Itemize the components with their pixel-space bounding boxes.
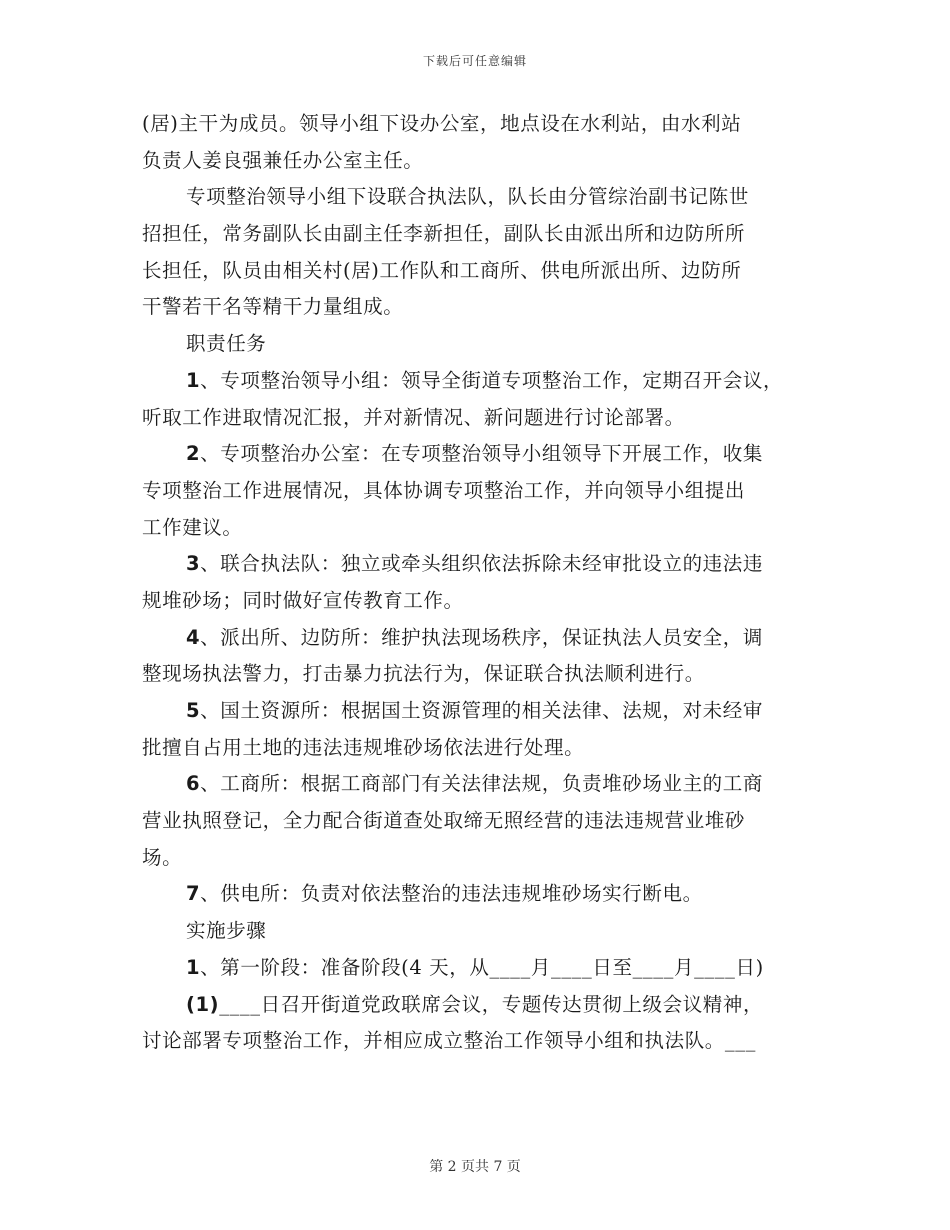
line-text: 、供电所：负责对依法整治的违法违规堆砂场实行断电。	[200, 882, 703, 906]
line-text: 负责人姜良强兼任办公室主任。	[142, 148, 424, 172]
text-line	[142, 143, 822, 180]
text-line	[142, 876, 822, 913]
line-text: 工作建议。	[142, 515, 243, 539]
line-text: 长担任，队员由相关村(居)工作队和工商所、供电所派出所、边防所	[142, 258, 742, 282]
page-footer: 第 2 页共 7 页	[429, 1159, 521, 1175]
line-text: 专项整治领导小组下设联合执法队，队长由分管综治副书记陈世	[186, 185, 749, 209]
item-number: 7	[186, 882, 201, 906]
line-text: 、工商所：根据工商部门有关法律法规，负责堆砂场业主的工商	[200, 772, 763, 796]
document-body	[142, 106, 822, 1060]
line-text: 招担任，常务副队长由副主任李新担任，副队长由派出所和边防所所	[142, 222, 746, 246]
item-number: 2	[186, 442, 201, 466]
line-text: 讨论部署专项整治工作，并相应成立整治工作领导小组和执法队。___	[142, 1029, 756, 1053]
text-line	[142, 363, 822, 400]
text-line	[142, 289, 822, 326]
line-text: 、第一阶段：准备阶段(4 天，从____月____日至____月____日)	[200, 955, 764, 979]
text-line	[142, 436, 822, 473]
text-line	[142, 656, 822, 693]
line-text: (居)主干为成员。领导小组下设办公室，地点设在水利站，由水利站	[142, 112, 742, 135]
item-number: 3	[186, 552, 201, 576]
text-line	[142, 216, 822, 253]
text-line	[142, 400, 822, 437]
text-line	[142, 766, 822, 803]
text-line	[142, 1023, 822, 1060]
text-line	[142, 473, 822, 510]
text-line	[142, 326, 822, 363]
line-text: 实施步骤	[186, 919, 267, 943]
line-text: 、联合执法队：独立或牵头组织依法拆除未经审批设立的违法违	[200, 552, 763, 576]
text-line	[142, 253, 822, 290]
item-number: 1	[186, 955, 201, 979]
line-text: 干警若干名等精干力量组成。	[142, 295, 404, 319]
line-text: 营业执照登记，全力配合街道查处取缔无照经营的违法违规营业堆砂	[142, 809, 746, 833]
text-line	[142, 693, 822, 730]
line-text: 专项整治工作进展情况，具体协调专项整治工作，并向领导小组提出	[142, 478, 746, 502]
line-text: 整现场执法警力，打击暴力抗法行为，保证联合执法顺利进行。	[142, 662, 705, 686]
text-line	[142, 179, 822, 216]
line-text: 、专项整治领导小组：领导全街道专项整治工作，定期召开会议，	[200, 368, 784, 392]
text-line	[142, 913, 822, 950]
line-text: 批擅自占用土地的违法违规堆砂场依法进行处理。	[142, 735, 585, 759]
item-number: 1	[186, 368, 201, 392]
line-text: 、派出所、边防所：维护执法现场秩序，保证执法人员安全，调	[200, 625, 763, 649]
text-line	[142, 546, 822, 583]
item-number: 6	[186, 772, 201, 796]
line-text: 规堆砂场；同时做好宣传教育工作。	[142, 588, 464, 612]
item-number: (1)	[186, 992, 220, 1016]
text-line	[142, 803, 822, 840]
item-number: 4	[186, 625, 201, 649]
text-line	[142, 510, 822, 547]
line-text: 、国土资源所：根据国土资源管理的相关法律、法规，对未经审	[200, 699, 763, 722]
page-header: 下载后可任意编辑	[422, 54, 527, 68]
text-line	[142, 730, 822, 767]
text-line	[142, 106, 822, 143]
text-line	[142, 950, 822, 987]
line-text: 场。	[142, 845, 183, 869]
text-line	[142, 583, 822, 620]
text-line	[142, 620, 822, 657]
line-text: 职责任务	[186, 332, 267, 356]
line-text: ____日召开街道党政联席会议，专题传达贯彻上级会议精神，	[219, 992, 764, 1016]
line-text: 、专项整治办公室：在专项整治领导小组领导下开展工作，收集	[200, 442, 763, 466]
line-text: 听取工作进取情况汇报，并对新情况、新问题进行讨论部署。	[142, 405, 685, 429]
text-line	[142, 987, 822, 1024]
text-line	[142, 840, 822, 877]
item-number: 5	[186, 699, 201, 722]
